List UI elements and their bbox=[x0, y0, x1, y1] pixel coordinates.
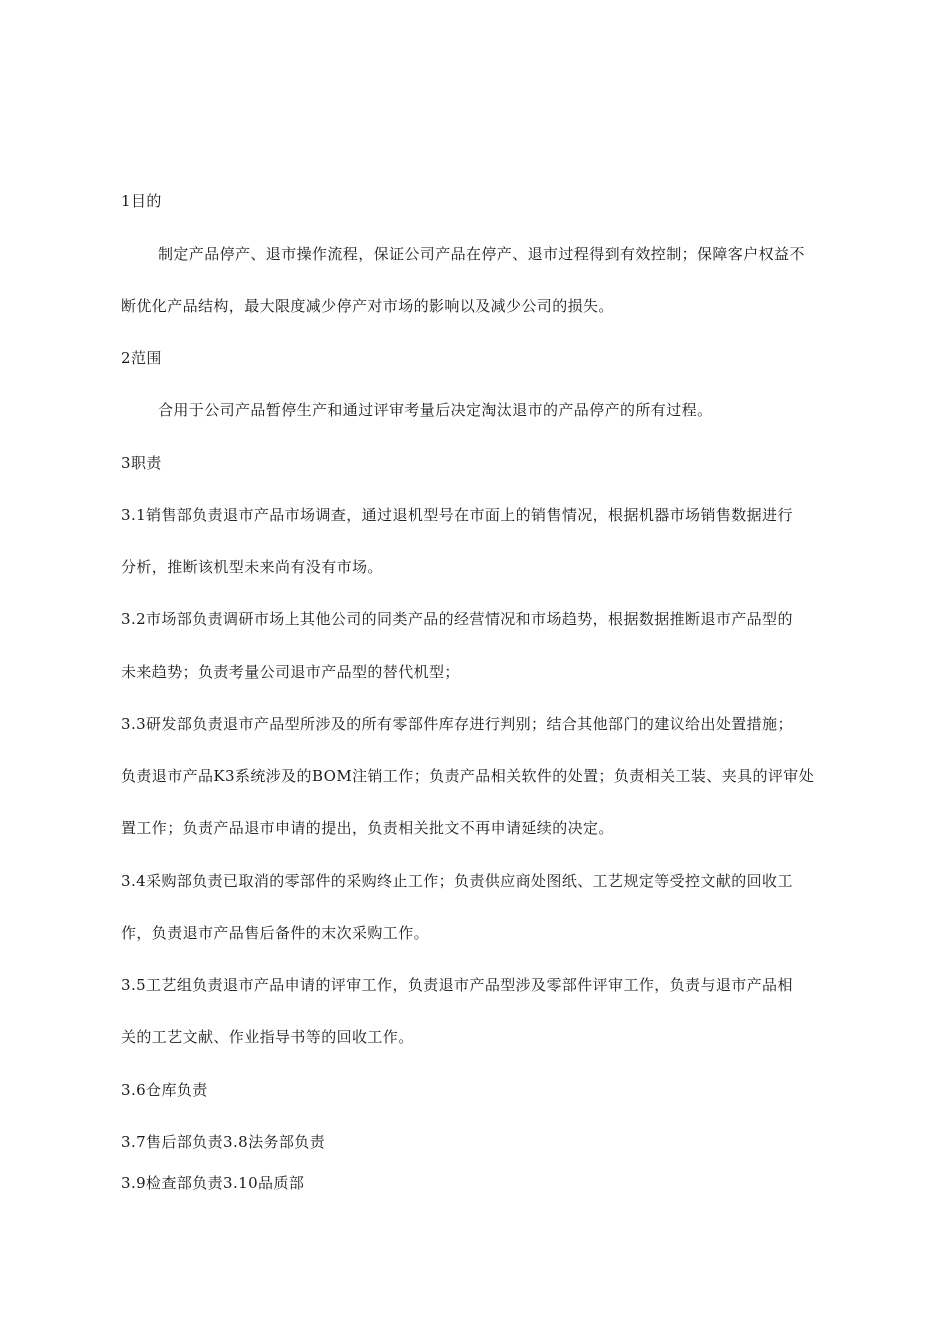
section-heading-purpose: 1目的 bbox=[121, 192, 162, 210]
responsibility-3-1-line-2: 分析，推断该机型未来尚有没有市场。 bbox=[121, 558, 383, 576]
section-heading-scope: 2范围 bbox=[121, 349, 162, 367]
responsibility-3-9-3-10: 3.9检查部负责3.10品质部 bbox=[121, 1174, 305, 1192]
scope-text: 合用于公司产品暂停生产和通过评审考量后决定淘汰退市的产品停产的所有过程。 bbox=[158, 401, 713, 419]
responsibility-3-5-line-1: 3.5工艺组负责退市产品申请的评审工作，负责退市产品型涉及零部件评审工作，负责与退市产品相 bbox=[121, 976, 793, 994]
responsibility-3-2-line-2: 未来趋势；负责考量公司退市产品型的替代机型； bbox=[121, 663, 460, 681]
purpose-text-line-2: 断优化产品结构，最大限度减少停产对市场的影响以及减少公司的损失。 bbox=[121, 297, 614, 315]
responsibility-3-4-line-2: 作，负责退市产品售后备件的末次采购工作。 bbox=[121, 924, 430, 942]
responsibility-3-4-line-1: 3.4采购部负责已取消的零部件的采购终止工作；负责供应商处图纸、工艺规定等受控文献的回收工 bbox=[121, 872, 793, 890]
responsibility-3-1-line-1: 3.1销售部负责退市产品市场调查，通过退机型号在市面上的销售情况，根据机器市场销售数据进行 bbox=[121, 506, 793, 524]
responsibility-3-7-3-8: 3.7售后部负责3.8法务部负责 bbox=[121, 1133, 326, 1151]
responsibility-3-3-line-1: 3.3研发部负责退市产品型所涉及的所有零部件库存进行判别；结合其他部门的建议给出处置措施； bbox=[121, 715, 793, 733]
section-heading-responsibilities: 3职责 bbox=[121, 454, 162, 472]
purpose-text-line-1: 制定产品停产、退市操作流程，保证公司产品在停产、退市过程得到有效控制；保障客户权益不 bbox=[158, 245, 805, 263]
responsibility-3-6: 3.6仓库负责 bbox=[121, 1081, 208, 1099]
responsibility-3-2-line-1: 3.2市场部负责调研市场上其他公司的同类产品的经营情况和市场趋势，根据数据推断退市产品型的 bbox=[121, 610, 793, 628]
responsibility-3-3-line-2: 负责退市产品K3系统涉及的BOM注销工作；负责产品相关软件的处置；负责相关工装、夹具的评审处 bbox=[121, 767, 815, 785]
responsibility-3-3-line-3: 置工作；负责产品退市申请的提出，负责相关批文不再申请延续的决定。 bbox=[121, 819, 614, 837]
responsibility-3-5-line-2: 关的工艺文献、作业指导书等的回收工作。 bbox=[121, 1028, 414, 1046]
